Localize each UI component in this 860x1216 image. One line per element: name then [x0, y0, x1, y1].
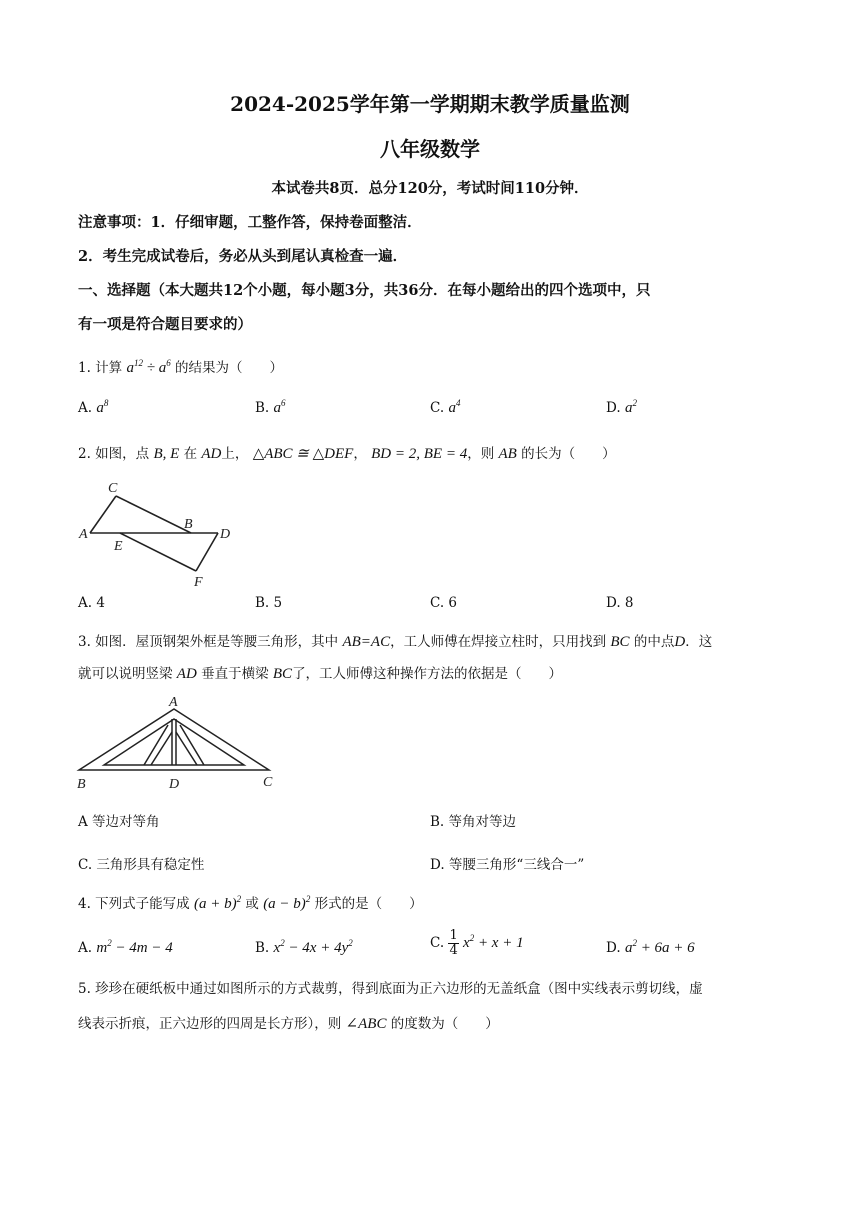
question-3-line2: 就可以说明竖梁 AD 垂直于横梁 BC了，工人师傅这种操作方法的依据是（ ） — [78, 666, 563, 682]
q1-option-b[interactable]: B. $a^6$ — [255, 398, 286, 416]
question-1 — [78, 356, 283, 377]
q3-label-a: A — [169, 695, 178, 710]
q1-option-d[interactable]: D. $a^2$ — [606, 398, 637, 416]
q3-option-b[interactable]: B. 等角对等边 — [430, 814, 517, 830]
q3-label-c: C — [263, 775, 273, 790]
q2-label-a: A — [79, 527, 88, 542]
q4-option-a[interactable]: A. $m^2 - 4m - 4$ — [78, 938, 173, 956]
q2-segment-cb — [116, 496, 191, 533]
q2-option-d[interactable]: D. 8 — [606, 595, 634, 611]
q3-label-b: B — [77, 777, 86, 792]
question-4: 4. 下列式子能写成 $(a + b)^2$ 或 $(a - b)^2$ 形式的是（ ） — [78, 894, 423, 912]
note-1: 注意事项：1．仔细审题，工整作答，保持卷面整洁． — [78, 214, 422, 231]
fraction-one-quarter: $\frac{1}{4}$ — [449, 928, 458, 958]
q1-expression: $a^{12} \div a^6$ — [126, 358, 171, 376]
exam-title: 2024-2025学年第一学期期末教学质量监测 — [230, 92, 630, 116]
note-2: 2．考生完成试卷后，务必从头到尾认真检查一遍． — [78, 248, 408, 265]
question-3-line1: 3. 如图．屋顶钢架外框是等腰三角形，其中 AB=AC，工人师傅在焊接立柱时，只用找到 BC 的中点D．这 — [78, 634, 713, 650]
q2-label-b: B — [184, 517, 193, 532]
question-5-line1: 5. 珍珍在硬纸板中通过如图所示的方式裁剪，得到底面为正六边形的无盖纸盒（图中实线表示剪切线，虚 — [78, 981, 703, 997]
section-heading-line1: 一、选择题（本大题共12个小题，每小题3分，共36分．在每小题给出的四个选项中，只 — [78, 282, 651, 299]
q1-option-a[interactable]: A. $a^8$ — [78, 398, 109, 416]
q3-option-d[interactable]: D. 等腰三角形“三线合一” — [430, 857, 585, 873]
q3-roof-truss-figure — [76, 692, 286, 792]
q4-option-c[interactable]: C. $\frac{1}{4}$ $x^2 + x + 1$ — [430, 928, 524, 958]
q2-option-b[interactable]: B. 5 — [255, 595, 283, 611]
q3-option-c[interactable]: C. 三角形具有稳定性 — [78, 857, 205, 873]
q2-label-f: F — [194, 575, 203, 588]
q1-suffix: 的结果为（ ） — [175, 360, 283, 376]
q4-option-d[interactable]: D. $a^2 + 6a + 6$ — [606, 938, 695, 956]
q3-label-d: D — [169, 777, 180, 792]
question-5-line2: 线表示折痕，正六边形的四周是长方形），则 ∠ABC 的度数为（ ） — [78, 1016, 499, 1032]
q2-label-e: E — [114, 539, 123, 554]
q2-label-d: D — [220, 527, 231, 542]
exam-subtitle: 八年级数学 — [380, 137, 480, 161]
q2-segment-ef — [120, 533, 196, 571]
question-2: 2. 如图，点 B, E 在 AD上， △ABC ≅ △DEF， BD = 2, BE = 4，则 AB 的长为（ ） — [78, 446, 616, 462]
q3-inner-triangle — [104, 719, 244, 765]
q2-option-c[interactable]: C. 6 — [430, 595, 458, 611]
q2-figure — [76, 478, 236, 588]
q2-label-c: C — [108, 481, 118, 496]
exam-info: 本试卷共8页．总分120分，考试时间110分钟． — [271, 180, 589, 197]
q1-prefix: 1. 计算 — [78, 360, 123, 376]
q3-option-a[interactable]: A 等边对等角 — [78, 814, 160, 830]
q2-segment-ac — [90, 496, 116, 533]
section-heading-line2: 有一项是符合题目要求的） — [78, 316, 252, 333]
q2-segment-fd — [196, 533, 218, 571]
q4-option-b[interactable]: B. $x^2 - 4x + 4y^2$ — [255, 938, 353, 956]
q2-option-a[interactable]: A. 4 — [78, 595, 105, 611]
q1-option-c[interactable]: C. $a^4$ — [430, 398, 461, 416]
